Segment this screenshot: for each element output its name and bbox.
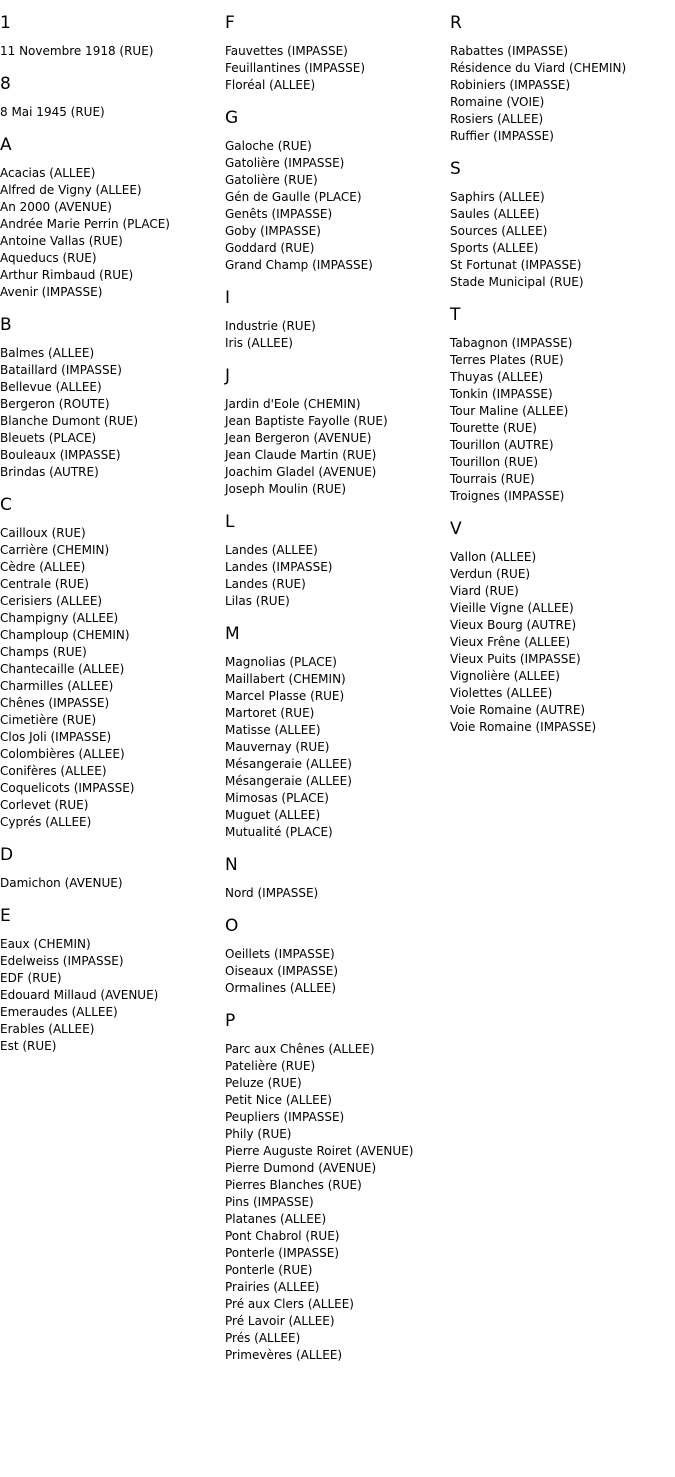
letter-section <box>450 517 675 736</box>
street-list <box>450 43 675 145</box>
letter-section <box>225 853 450 902</box>
street-link[interactable]: Ponterle (IMPASSE) <box>225 1246 340 1260</box>
street-link[interactable]: Champs (RUE) <box>0 645 87 659</box>
street-link[interactable]: Emeraudes (ALLEE) <box>0 1005 118 1019</box>
section-letter-heading: O <box>225 916 239 936</box>
street-link[interactable]: Industrie (RUE) <box>225 319 316 333</box>
street-list <box>225 396 450 498</box>
street-list <box>225 318 450 352</box>
street-link[interactable]: Stade Municipal (RUE) <box>450 275 584 289</box>
street-link[interactable]: Mésangeraie (ALLEE) <box>225 757 352 771</box>
street-link[interactable]: Iris (ALLEE) <box>225 336 293 350</box>
section-letter-heading: G <box>225 108 239 128</box>
street-link[interactable]: Mimosas (PLACE) <box>225 791 329 805</box>
letter-section <box>225 914 450 997</box>
letter-section <box>450 157 675 291</box>
street-link[interactable]: EDF (RUE) <box>0 971 62 985</box>
street-link[interactable]: Verdun (RUE) <box>450 567 531 581</box>
street-list <box>225 885 450 902</box>
street-index-column-3 <box>450 0 675 746</box>
section-letter-heading: R <box>450 13 462 33</box>
section-letter-heading: J <box>225 366 231 386</box>
street-link[interactable]: Jean Baptiste Fayolle (RUE) <box>225 414 388 428</box>
street-link[interactable]: Avenir (IMPASSE) <box>0 285 103 299</box>
street-link[interactable]: Corlevet (RUE) <box>0 798 89 812</box>
street-list <box>0 525 225 831</box>
letter-section <box>225 286 450 352</box>
street-link[interactable]: Champigny (ALLEE) <box>0 611 119 625</box>
street-link[interactable]: 8 Mai 1945 (RUE) <box>0 105 105 119</box>
letter-section <box>0 133 225 301</box>
section-letter-heading: C <box>0 495 12 515</box>
street-link[interactable]: Jardin d'Eole (CHEMIN) <box>225 397 361 411</box>
street-link[interactable]: Pierre Auguste Roiret (AVENUE) <box>225 1144 414 1158</box>
street-link[interactable]: Troignes (IMPASSE) <box>450 489 565 503</box>
street-link[interactable]: Chantecaille (ALLEE) <box>0 662 125 676</box>
street-link[interactable]: Oiseaux (IMPASSE) <box>225 964 339 978</box>
street-list <box>0 165 225 301</box>
section-letter-heading: 8 <box>0 74 11 94</box>
street-link[interactable]: Thuyas (ALLEE) <box>450 370 544 384</box>
street-link[interactable]: Gén de Gaulle (PLACE) <box>225 190 362 204</box>
section-letter-heading: S <box>450 159 461 179</box>
street-link[interactable]: Mutualité (PLACE) <box>225 825 333 839</box>
section-letter-heading: 1 <box>0 13 11 33</box>
street-list <box>225 542 450 610</box>
street-link[interactable]: Pont Chabrol (RUE) <box>225 1229 340 1243</box>
street-link[interactable]: Ponterle (RUE) <box>225 1263 313 1277</box>
section-letter-heading: E <box>0 906 11 926</box>
street-link[interactable]: Charmilles (ALLEE) <box>0 679 114 693</box>
street-link[interactable]: Pins (IMPASSE) <box>225 1195 314 1209</box>
street-list <box>450 189 675 291</box>
street-link[interactable]: Genêts (IMPASSE) <box>225 207 333 221</box>
street-link[interactable]: Jean Claude Martin (RUE) <box>225 448 377 462</box>
street-list <box>225 138 450 274</box>
street-link[interactable]: Blanche Dumont (RUE) <box>0 414 138 428</box>
street-list <box>225 1041 450 1364</box>
street-link[interactable]: Résidence du Viard (CHEMIN) <box>450 61 627 75</box>
section-letter-heading: P <box>225 1011 236 1031</box>
street-link[interactable]: Galoche (RUE) <box>225 139 312 153</box>
street-link[interactable]: Cailloux (RUE) <box>0 526 86 540</box>
section-letter-heading: D <box>0 845 14 865</box>
street-link[interactable]: Tourrais (RUE) <box>450 472 535 486</box>
street-link[interactable]: Bleuets (PLACE) <box>0 431 97 445</box>
street-link[interactable]: Phily (RUE) <box>225 1127 292 1141</box>
street-link[interactable]: Voie Romaine (IMPASSE) <box>450 720 597 734</box>
street-link[interactable]: Coquelicots (IMPASSE) <box>0 781 135 795</box>
street-link[interactable]: Lilas (RUE) <box>225 594 290 608</box>
letter-section <box>225 364 450 498</box>
street-link[interactable]: Clos Joli (IMPASSE) <box>0 730 112 744</box>
street-link[interactable]: Edelweiss (IMPASSE) <box>0 954 124 968</box>
street-link[interactable]: Landes (IMPASSE) <box>225 560 333 574</box>
street-link[interactable]: Cèdre (ALLEE) <box>0 560 86 574</box>
street-link[interactable]: St Fortunat (IMPASSE) <box>450 258 582 272</box>
street-link[interactable]: Pré Lavoir (ALLEE) <box>225 1314 335 1328</box>
street-link[interactable]: Chênes (IMPASSE) <box>0 696 110 710</box>
street-link[interactable]: Feuillantines (IMPASSE) <box>225 61 366 75</box>
street-link[interactable]: Gatolière (IMPASSE) <box>225 156 345 170</box>
street-link[interactable]: Damichon (AVENUE) <box>0 876 123 890</box>
street-link[interactable]: Prairies (ALLEE) <box>225 1280 320 1294</box>
street-link[interactable]: Grand Champ (IMPASSE) <box>225 258 373 272</box>
letter-section <box>225 1009 450 1364</box>
street-link[interactable]: Vallon (ALLEE) <box>450 550 537 564</box>
section-letter-heading: T <box>450 305 461 325</box>
letter-section <box>0 11 225 60</box>
street-link[interactable]: Muguet (ALLEE) <box>225 808 321 822</box>
street-link[interactable]: Balmes (ALLEE) <box>0 346 95 360</box>
street-list <box>450 335 675 505</box>
street-link[interactable]: Joseph Moulin (RUE) <box>225 482 347 496</box>
street-link[interactable]: Peupliers (IMPASSE) <box>225 1110 345 1124</box>
street-link[interactable]: Colombières (ALLEE) <box>0 747 125 761</box>
street-link[interactable]: Mauvernay (RUE) <box>225 740 330 754</box>
street-link[interactable]: Maillabert (CHEMIN) <box>225 672 346 686</box>
street-link[interactable]: Edouard Millaud (AVENUE) <box>0 988 159 1002</box>
section-letter-heading: L <box>225 512 235 532</box>
section-letter-heading: M <box>225 624 240 644</box>
street-link[interactable]: Brindas (AUTRE) <box>0 465 99 479</box>
street-link[interactable]: Vignolière (ALLEE) <box>450 669 560 683</box>
street-link[interactable]: Champloup (CHEMIN) <box>0 628 130 642</box>
street-index-column-1 <box>0 0 225 1065</box>
street-link[interactable]: Pierre Dumond (AVENUE) <box>225 1161 377 1175</box>
street-list <box>225 654 450 841</box>
street-list <box>0 875 225 892</box>
letter-section <box>225 510 450 610</box>
street-link[interactable]: Tour Maline (ALLEE) <box>450 404 569 418</box>
street-link[interactable]: Prés (ALLEE) <box>225 1331 301 1345</box>
letter-section <box>0 72 225 121</box>
street-link[interactable]: Carrière (CHEMIN) <box>0 543 110 557</box>
street-link[interactable]: Sources (ALLEE) <box>450 224 548 238</box>
street-link[interactable]: Tourillon (AUTRE) <box>450 438 554 452</box>
street-link[interactable]: Viard (RUE) <box>450 584 519 598</box>
street-link[interactable]: Peluze (RUE) <box>225 1076 302 1090</box>
letter-section <box>450 11 675 145</box>
street-link[interactable]: Antoine Vallas (RUE) <box>0 234 123 248</box>
street-link[interactable]: Cerisiers (ALLEE) <box>0 594 103 608</box>
section-letter-heading: V <box>450 519 462 539</box>
street-link[interactable]: Vieux Puits (IMPASSE) <box>450 652 581 666</box>
street-link[interactable]: Tourette (RUE) <box>450 421 537 435</box>
street-link[interactable]: Rosiers (ALLEE) <box>450 112 544 126</box>
street-link[interactable]: Eaux (CHEMIN) <box>0 937 91 951</box>
street-link[interactable]: Landes (RUE) <box>225 577 306 591</box>
street-link[interactable]: Primevères (ALLEE) <box>225 1348 343 1362</box>
street-list <box>225 946 450 997</box>
street-link[interactable]: Goby (IMPASSE) <box>225 224 321 238</box>
street-link[interactable]: Gatolière (RUE) <box>225 173 318 187</box>
section-letter-heading: F <box>225 13 235 33</box>
street-link[interactable]: Sports (ALLEE) <box>450 241 539 255</box>
street-link[interactable]: Cimetière (RUE) <box>0 713 97 727</box>
street-link[interactable]: Bouleaux (IMPASSE) <box>0 448 121 462</box>
street-link[interactable]: Fauvettes (IMPASSE) <box>225 44 348 58</box>
street-link[interactable]: Goddard (RUE) <box>225 241 315 255</box>
street-link[interactable]: Martoret (RUE) <box>225 706 315 720</box>
letter-section <box>225 106 450 274</box>
street-list <box>450 549 675 736</box>
street-link[interactable]: Saphirs (ALLEE) <box>450 190 545 204</box>
street-link[interactable]: Joachim Gladel (AVENUE) <box>225 465 377 479</box>
section-letter-heading: A <box>0 135 12 155</box>
street-link[interactable]: Tonkin (IMPASSE) <box>450 387 553 401</box>
street-link[interactable]: Parc aux Chênes (ALLEE) <box>225 1042 375 1056</box>
street-link[interactable]: Romaine (VOIE) <box>450 95 545 109</box>
street-link[interactable]: Arthur Rimbaud (RUE) <box>0 268 134 282</box>
street-link[interactable]: Alfred de Vigny (ALLEE) <box>0 183 142 197</box>
letter-section <box>0 904 225 1055</box>
section-letter-heading: N <box>225 855 238 875</box>
street-link[interactable]: Vieux Frêne (ALLEE) <box>450 635 571 649</box>
street-link[interactable]: Platanes (ALLEE) <box>225 1212 327 1226</box>
street-link[interactable]: Tourillon (RUE) <box>450 455 539 469</box>
street-link[interactable]: Pré aux Clers (ALLEE) <box>225 1297 354 1311</box>
street-link[interactable]: Acacias (ALLEE) <box>0 166 96 180</box>
street-link[interactable]: Marcel Plasse (RUE) <box>225 689 345 703</box>
street-link[interactable]: Tabagnon (IMPASSE) <box>450 336 573 350</box>
section-letter-heading: I <box>225 288 231 308</box>
street-link[interactable]: Jean Bergeron (AVENUE) <box>225 431 372 445</box>
street-link[interactable]: Mésangeraie (ALLEE) <box>225 774 352 788</box>
street-link[interactable]: Vieille Vigne (ALLEE) <box>450 601 574 615</box>
letter-section <box>0 313 225 481</box>
street-link[interactable]: Aqueducs (RUE) <box>0 251 97 265</box>
street-list <box>225 43 450 94</box>
letter-section <box>0 843 225 892</box>
street-link[interactable]: Nord (IMPASSE) <box>225 886 319 900</box>
street-link[interactable]: Andrée Marie Perrin (PLACE) <box>0 217 170 231</box>
street-link[interactable]: Cyprés (ALLEE) <box>0 815 92 829</box>
street-link[interactable]: Patelière (RUE) <box>225 1059 316 1073</box>
street-link[interactable]: Floréal (ALLEE) <box>225 78 316 92</box>
street-link[interactable]: Pierres Blanches (RUE) <box>225 1178 362 1192</box>
street-link[interactable]: Vieux Bourg (AUTRE) <box>450 618 577 632</box>
street-link[interactable]: Landes (ALLEE) <box>225 543 318 557</box>
street-link[interactable]: Centrale (RUE) <box>0 577 89 591</box>
street-list <box>0 936 225 1055</box>
street-link[interactable]: Oeillets (IMPASSE) <box>225 947 335 961</box>
section-letter-heading: B <box>0 315 12 335</box>
street-list <box>0 345 225 481</box>
street-link[interactable]: Robiniers (IMPASSE) <box>450 78 571 92</box>
letter-section <box>0 493 225 831</box>
street-link[interactable]: Bataillard (IMPASSE) <box>0 363 122 377</box>
street-link[interactable]: Est (RUE) <box>0 1039 57 1053</box>
street-link[interactable]: Saules (ALLEE) <box>450 207 540 221</box>
street-link[interactable]: Terres Plates (RUE) <box>450 353 564 367</box>
street-list <box>0 43 225 60</box>
street-list <box>0 104 225 121</box>
street-link[interactable]: Magnolias (PLACE) <box>225 655 337 669</box>
street-link[interactable]: Bergeron (ROUTE) <box>0 397 110 411</box>
letter-section <box>225 622 450 841</box>
street-link[interactable]: Violettes (ALLEE) <box>450 686 553 700</box>
street-link[interactable]: Matisse (ALLEE) <box>225 723 321 737</box>
street-index-column-2 <box>225 0 450 1374</box>
street-link[interactable]: Ruffier (IMPASSE) <box>450 129 554 143</box>
street-link[interactable]: Bellevue (ALLEE) <box>0 380 102 394</box>
street-link[interactable]: 11 Novembre 1918 (RUE) <box>0 44 154 58</box>
street-link[interactable]: Erables (ALLEE) <box>0 1022 95 1036</box>
street-link[interactable]: An 2000 (AVENUE) <box>0 200 112 214</box>
letter-section <box>225 11 450 94</box>
street-link[interactable]: Petit Nice (ALLEE) <box>225 1093 332 1107</box>
street-link[interactable]: Conifères (ALLEE) <box>0 764 107 778</box>
street-link[interactable]: Ormalines (ALLEE) <box>225 981 337 995</box>
street-link[interactable]: Voie Romaine (AUTRE) <box>450 703 586 717</box>
street-link[interactable]: Rabattes (IMPASSE) <box>450 44 569 58</box>
letter-section <box>450 303 675 505</box>
